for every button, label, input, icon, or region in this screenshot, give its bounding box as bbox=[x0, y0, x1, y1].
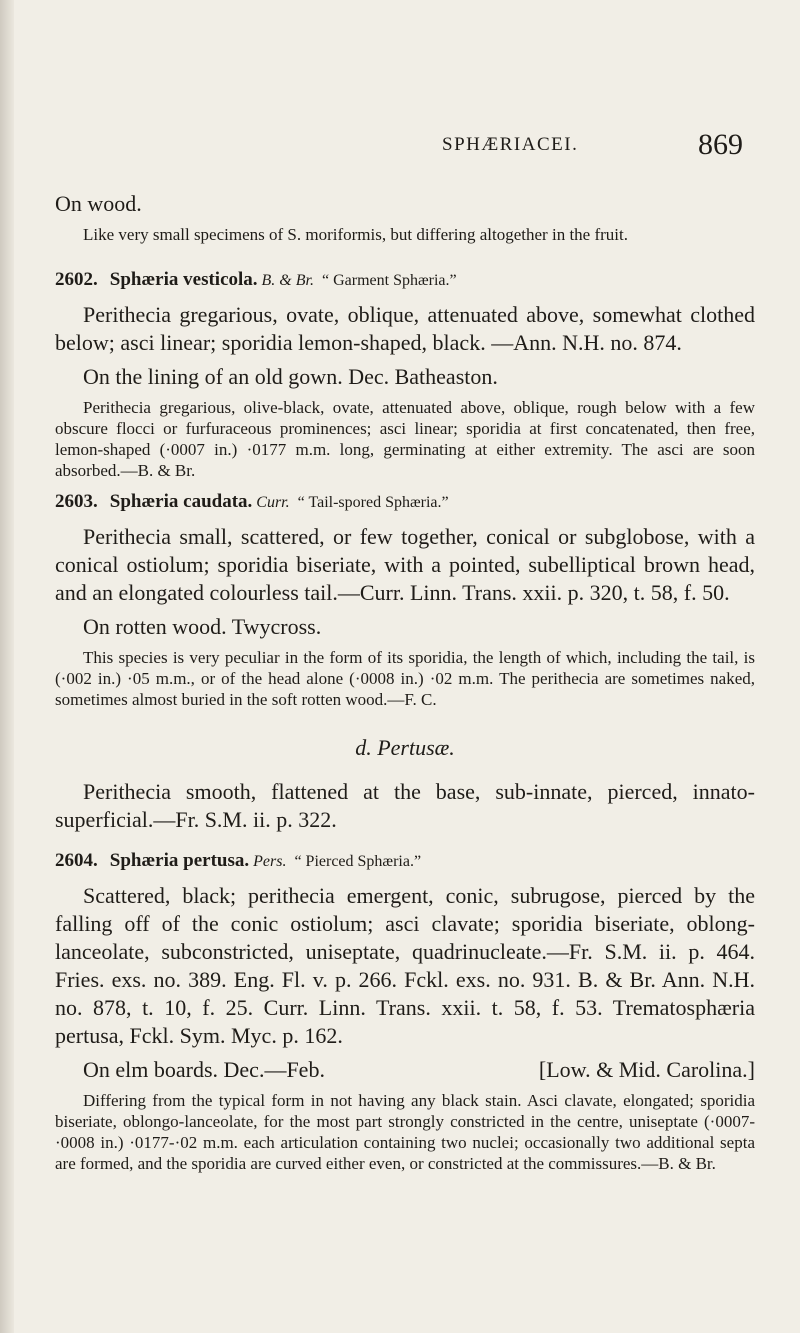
species-heading bbox=[55, 491, 755, 513]
habitat-line: On the lining of an old gown. Dec. Batheaston. bbox=[83, 364, 498, 389]
habitat-line: On rotten wood. Twycross. bbox=[83, 614, 322, 639]
description-paragraph: Perithecia smooth, flattened at the base, sub-innate, pierced, innato-superficial.—Fr. S.M. ii. p. 322. bbox=[55, 779, 755, 832]
species-number: 2603. bbox=[55, 491, 98, 512]
description-paragraph: Scattered, black; perithecia emergent, conic, subrugose, pierced by the falling off of the conic ostiolum; asci clavate; sporidia biseriate, oblong-lanceolate, subconstricted, uniseptate, quadrinucleate.—Fr. S.M. ii. p. 464. Fries. exs. no. 389. Eng. Fl. v. p. 266. Fckl. exs. no. 931. B. & Br. Ann. N.H. no. 878, t. 10, f. 25. Curr. Linn. Trans. xxii. t. 58, f. 53. Trematosphæria pertusa, Fckl. Sym. Myc. p. 162. bbox=[55, 883, 755, 1048]
species-heading bbox=[55, 269, 755, 291]
section-heading bbox=[55, 734, 755, 762]
habitat-line: On wood. bbox=[55, 191, 142, 216]
species-authority: Curr. bbox=[256, 494, 290, 511]
species-heading bbox=[55, 850, 755, 872]
species-common-name: “ Tail-spored Sphæria.” bbox=[297, 494, 449, 511]
species-authority: B. & Br. bbox=[261, 272, 314, 289]
species-name: Sphæria pertusa. bbox=[109, 850, 250, 871]
species-number: 2604. bbox=[55, 850, 98, 871]
species-authority: Pers. bbox=[253, 853, 287, 870]
page-gutter bbox=[0, 0, 14, 1333]
species-common-name: “ Pierced Sphæria.” bbox=[294, 853, 422, 870]
species-number: 2602. bbox=[55, 269, 98, 290]
note-paragraph: Like very small specimens of S. moriformis, but differing altogether in the fruit. bbox=[83, 225, 628, 244]
species-name: Sphæria vesticola. bbox=[109, 269, 258, 290]
section-title: d. Pertusæ. bbox=[355, 735, 455, 760]
species-common-name: “ Garment Sphæria.” bbox=[321, 272, 457, 289]
running-title: SPHÆRIACEI. bbox=[442, 134, 579, 155]
habitat-text: On elm boards. Dec.—Feb. bbox=[83, 1057, 325, 1082]
note-paragraph: Differing from the typical form in not having any black stain. Asci clavate, elongated; sporidia biseriate, oblongo-lanceolate, for the most part strongly constricted in the centre, uniseptate (·0007-·0008 in.) ·0177-·02 m.m. each articulation containing two nuclei; occasionally two additional septa are formed, and the sporidia are curved either even, or constricted at the commissures.—B. & Br. bbox=[55, 1091, 755, 1173]
description-paragraph: Perithecia gregarious, ovate, oblique, attenuated above, somewhat clothed below; asci linear; sporidia lemon-shaped, black. —Ann. N.H. no. 874. bbox=[55, 302, 755, 355]
page-body bbox=[55, 190, 755, 1174]
distribution-text: [Low. & Mid. Carolina.] bbox=[538, 1057, 755, 1082]
habitat-line bbox=[55, 1056, 755, 1084]
note-paragraph: Perithecia gregarious, olive-black, ovate, attenuated above, oblique, rough below with a few obscure flocci or furfuraceous prominences; asci linear; sporidia at first concatenated, then free, lemon-shaped (·0007 in.) ·0177 m.m. long, germinating at either extremity. The asci are soon absorbed.—B. & Br. bbox=[55, 398, 755, 480]
note-paragraph: This species is very peculiar in the form of its sporidia, the length of which, including the tail, is (·002 in.) ·05 m.m., or of the head alone (·0008 in.) ·02 m.m. The perithecia are sometimes naked, sometimes almost buried in the soft rotten wood.—F. C. bbox=[55, 648, 755, 709]
page-number: 869 bbox=[698, 128, 743, 161]
species-name: Sphæria caudata. bbox=[109, 491, 253, 512]
description-paragraph: Perithecia small, scattered, or few together, conical or subglobose, with a conical ostiolum; sporidia biseriate, with a pointed, subelliptical brown head, and an elongated colourless tail.—Curr. Linn. Trans. xxii. p. 320, t. 58, f. 50. bbox=[55, 524, 755, 605]
running-header bbox=[0, 128, 800, 168]
